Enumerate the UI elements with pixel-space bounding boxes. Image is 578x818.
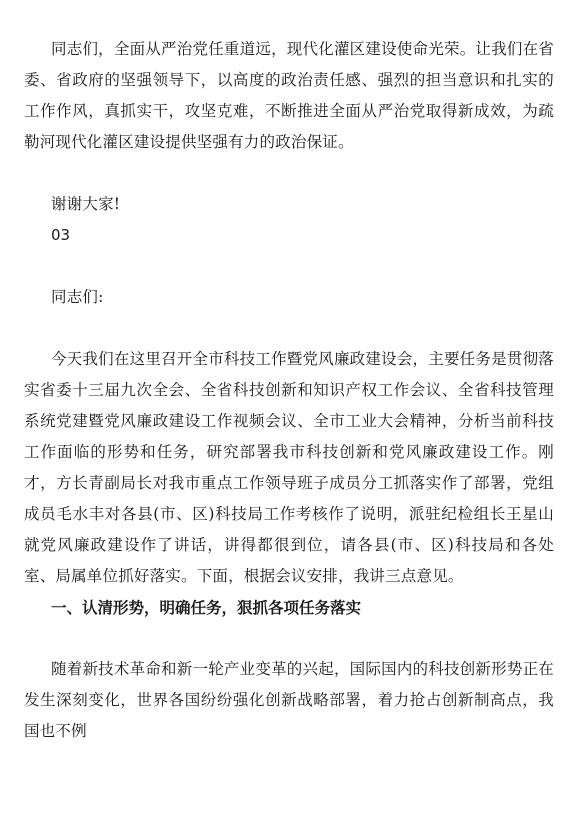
thanks-line: 谢谢大家!: [51, 195, 121, 213]
opening-paragraph: 今天我们在这里召开全市科技工作暨党风廉政建设会，主要任务是贯彻落实省委十三届九次全会、全省科技创新和知识产权工作会议、全省科技管理系统党建暨党风廉政建设工作视频会议、全市工业大会精神，分析当前科技工作面临的形势和任务，研究部署我市科技创新和党风廉政建设工作。刚才，方长青副局长对我市重点工作领导班子成员分工抓落实作了部署，党组成员毛水丰对各县(市、区)科技局工作考核作了说明，派驻纪检组长王星山就党风廉政建设作了讲话，讲得都很到位，请各县(市、区)科技局和各处室、局属单位抓好落实。下面，根据会议安排，我讲三点意见。: [24, 350, 554, 585]
closing-paragraph: 同志们，全面从严治党任重道远，现代化灌区建设使命光荣。让我们在省委、省政府的坚强领导下，以高度的政治责任感、强烈的担当意识和扎实的工作作风，真抓实干，攻坚克难，不断推进全面从严治党取得新成效，为疏勒河现代化灌区建设提供坚强有力的政治保证。: [24, 40, 554, 151]
section-number: 03: [51, 226, 71, 244]
document-page: [24, 34, 554, 747]
salutation: 同志们:: [51, 288, 104, 306]
section-heading: 一、认清形势，明确任务，狠抓各项任务落实: [51, 598, 362, 617]
body-paragraph: 随着新技术革命和新一轮产业变革的兴起，国际国内的科技创新形势正在发生深刻变化，世界各国纷纷强化创新战略部署，着力抢占创新制高点，我国也不例: [24, 660, 554, 740]
